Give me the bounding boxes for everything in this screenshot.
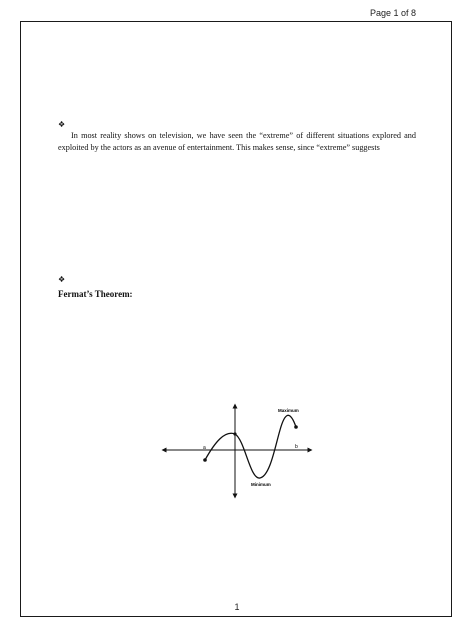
endpoint-a-dot bbox=[203, 458, 207, 462]
extrema-graph bbox=[160, 402, 315, 502]
label-b: b bbox=[295, 444, 298, 450]
label-minimum: Minimum bbox=[251, 482, 271, 487]
endpoint-b-dot bbox=[294, 425, 298, 429]
bullet-diamond-icon: ❖ bbox=[58, 275, 66, 284]
page-frame bbox=[20, 21, 452, 617]
page-number-footer: 1 bbox=[234, 602, 240, 612]
intro-paragraph: In most reality shows on television, we have seen the “extreme” of different situations explored and exploited by the actors as an avenue of entertainment. This makes sense, since “extreme” suggests bbox=[58, 131, 416, 152]
function-curve bbox=[205, 415, 296, 478]
local-max-dot bbox=[233, 432, 236, 435]
bullet-diamond-icon: ❖ bbox=[58, 120, 66, 129]
label-maximum: Maximum bbox=[278, 408, 299, 413]
section-heading: Fermat’s Theorem: bbox=[58, 289, 133, 299]
page-counter: Page 1 of 8 bbox=[369, 8, 416, 18]
label-a: a bbox=[203, 445, 206, 451]
